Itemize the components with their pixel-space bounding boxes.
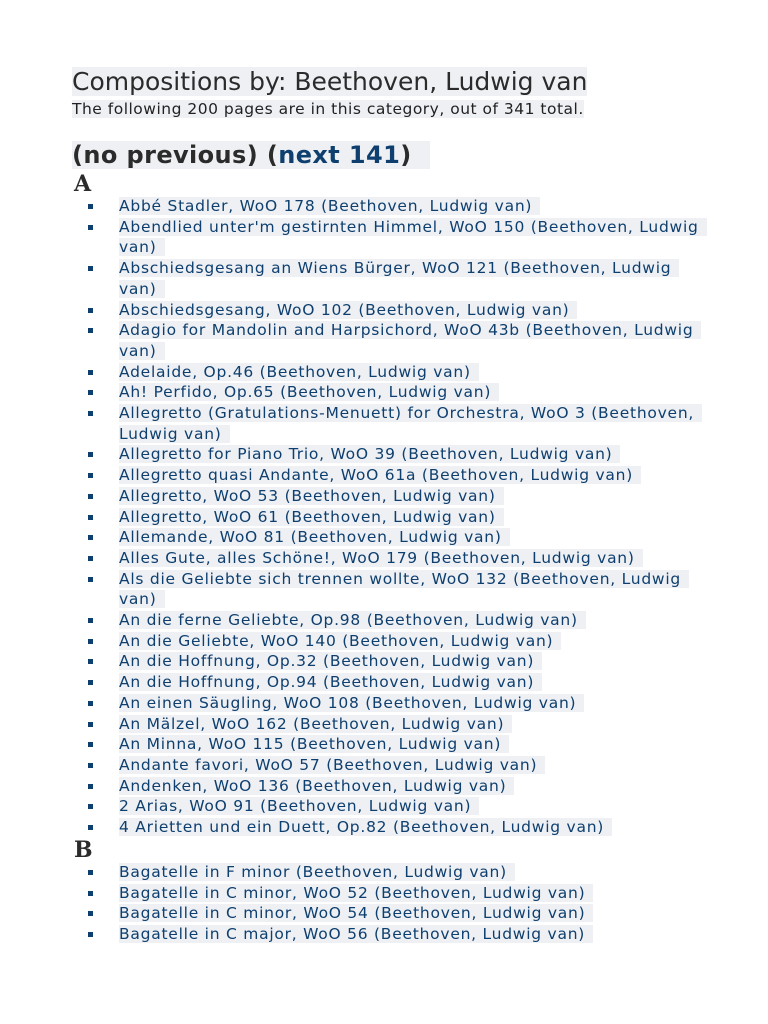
list-item	[72, 486, 708, 507]
composition-link[interactable]: An Mälzel, WoO 162 (Beethoven, Ludwig van)	[119, 714, 505, 733]
composition-link[interactable]: Allegretto, WoO 61 (Beethoven, Ludwig van)	[119, 507, 496, 526]
list-item	[72, 403, 708, 444]
composition-link[interactable]: Allemande, WoO 81 (Beethoven, Ludwig van)	[119, 528, 502, 547]
composition-link[interactable]: Bagatelle in C minor, WoO 54 (Beethoven, Ludwig van)	[119, 904, 586, 923]
composition-link[interactable]: An die Hoffnung, Op.32 (Beethoven, Ludwig van)	[119, 652, 535, 671]
list-item	[72, 862, 708, 883]
bullet-icon	[88, 891, 93, 896]
pager-close-paren: )	[400, 141, 412, 169]
composition-link[interactable]: Abschiedsgesang an Wiens Bürger, WoO 121 (Beethoven, Ludwig van)	[119, 259, 672, 298]
pager-separator: ) (	[246, 141, 279, 169]
composition-link[interactable]: Als die Geliebte sich trennen wollte, WoO 132 (Beethoven, Ludwig van)	[119, 569, 681, 609]
bullet-icon	[88, 225, 93, 230]
bullet-icon	[88, 535, 93, 540]
composition-link[interactable]: An Minna, WoO 115 (Beethoven, Ludwig van)	[119, 735, 502, 754]
list-item	[72, 610, 708, 631]
list-item	[72, 382, 708, 403]
bullet-icon	[88, 911, 93, 916]
bullet-icon	[88, 825, 93, 830]
list-item	[72, 507, 708, 528]
list-item	[72, 817, 708, 838]
pager-open-paren: (	[72, 141, 84, 169]
composition-link[interactable]: An die ferne Geliebte, Op.98 (Beethoven, Ludwig van)	[119, 611, 578, 630]
section-a-list	[72, 196, 708, 838]
composition-link[interactable]: An die Hoffnung, Op.94 (Beethoven, Ludwig van)	[119, 673, 535, 692]
composition-link[interactable]: Abbé Stadler, WoO 178 (Beethoven, Ludwig van)	[119, 197, 533, 215]
category-summary-text: The following 200 pages are in this category, out of 341 total.	[72, 100, 584, 118]
composition-link[interactable]: Allegretto for Piano Trio, WoO 39 (Beethoven, Ludwig van)	[119, 445, 613, 464]
composition-link[interactable]: Adelaide, Op.46 (Beethoven, Ludwig van)	[119, 362, 471, 381]
composition-link[interactable]: Bagatelle in C major, WoO 56 (Beethoven, Ludwig van)	[119, 925, 586, 944]
bullet-icon	[88, 328, 93, 333]
composition-link[interactable]: Bagatelle in C minor, WoO 52 (Beethoven, Ludwig van)	[119, 883, 586, 902]
list-item	[72, 320, 708, 361]
composition-link[interactable]: An die Geliebte, WoO 140 (Beethoven, Ludwig van)	[119, 631, 554, 650]
composition-link[interactable]: Andenken, WoO 136 (Beethoven, Ludwig van)	[119, 776, 507, 795]
category-summary	[72, 99, 584, 119]
composition-link[interactable]: Allegretto (Gratulations-Menuett) for Orchestra, WoO 3 (Beethoven, Ludwig van)	[119, 404, 695, 443]
bullet-icon	[88, 722, 93, 727]
page-title-text: Compositions by: Beethoven, Ludwig van	[72, 67, 588, 96]
bullet-icon	[88, 618, 93, 623]
list-item	[72, 651, 708, 672]
bullet-icon	[88, 680, 93, 685]
page-title	[72, 66, 587, 98]
composition-link[interactable]: 4 Arietten und ein Duett, Op.82 (Beethoven, Ludwig van)	[119, 818, 605, 837]
bullet-icon	[88, 701, 93, 706]
composition-link[interactable]: Abendlied unter'm gestirnten Himmel, WoO 150 (Beethoven, Ludwig van)	[119, 217, 699, 257]
list-item	[72, 258, 708, 299]
composition-link[interactable]: Adagio for Mandolin and Harpsichord, WoO 43b (Beethoven, Ludwig van)	[119, 321, 694, 360]
bullet-icon	[88, 659, 93, 664]
bullet-icon	[88, 473, 93, 478]
list-item	[72, 693, 708, 714]
pager-no-previous: no previous	[83, 141, 247, 169]
list-item	[72, 714, 708, 735]
section-b-list	[72, 862, 708, 945]
bullet-icon	[88, 784, 93, 789]
bullet-icon	[88, 556, 93, 561]
section-letter-b: B	[74, 837, 93, 863]
next-page-link[interactable]: next 141	[278, 141, 401, 169]
composition-link[interactable]: 2 Arias, WoO 91 (Beethoven, Ludwig van)	[119, 797, 472, 816]
bullet-icon	[88, 390, 93, 395]
bullet-icon	[88, 411, 93, 416]
composition-link[interactable]: Allegretto, WoO 53 (Beethoven, Ludwig van)	[119, 486, 496, 505]
list-item	[72, 755, 708, 776]
bullet-icon	[88, 494, 93, 499]
composition-link[interactable]: Abschiedsgesang, WoO 102 (Beethoven, Ludwig van)	[119, 300, 570, 319]
bullet-icon	[88, 204, 93, 209]
bullet-icon	[88, 639, 93, 644]
list-item	[72, 300, 708, 321]
composition-link[interactable]: Andante favori, WoO 57 (Beethoven, Ludwig van)	[119, 755, 538, 774]
list-item	[72, 444, 708, 465]
list-item	[72, 903, 708, 924]
bullet-icon	[88, 515, 93, 520]
list-item	[72, 465, 708, 486]
list-item	[72, 883, 708, 904]
bullet-icon	[88, 452, 93, 457]
bullet-icon	[88, 742, 93, 747]
bullet-icon	[88, 763, 93, 768]
list-item	[72, 672, 708, 693]
list-item	[72, 362, 708, 383]
list-item	[72, 631, 708, 652]
bullet-icon	[88, 870, 93, 875]
bullet-icon	[88, 804, 93, 809]
bullet-icon	[88, 370, 93, 375]
bullet-icon	[88, 932, 93, 937]
bullet-icon	[88, 266, 93, 271]
list-item	[72, 796, 708, 817]
composition-link[interactable]: An einen Säugling, WoO 108 (Beethoven, Ludwig van)	[119, 693, 577, 712]
list-item	[72, 776, 708, 797]
section-a	[72, 172, 708, 838]
composition-link[interactable]: Alles Gute, alles Schöne!, WoO 179 (Beethoven, Ludwig van)	[119, 548, 635, 567]
section-letter-a: A	[74, 171, 92, 197]
composition-link[interactable]: Ah! Perfido, Op.65 (Beethoven, Ludwig van)	[119, 383, 492, 402]
list-item	[72, 196, 708, 217]
bullet-icon	[88, 577, 93, 582]
list-item	[72, 924, 708, 945]
pagination	[72, 138, 430, 172]
list-item	[72, 217, 708, 258]
composition-link[interactable]: Bagatelle in F minor (Beethoven, Ludwig van)	[119, 863, 507, 881]
list-item	[72, 548, 708, 569]
composition-link[interactable]: Allegretto quasi Andante, WoO 61a (Beethoven, Ludwig van)	[119, 466, 634, 485]
section-b	[72, 838, 708, 945]
list-item	[72, 734, 708, 755]
list-item	[72, 569, 708, 610]
list-item	[72, 527, 708, 548]
bullet-icon	[88, 308, 93, 313]
